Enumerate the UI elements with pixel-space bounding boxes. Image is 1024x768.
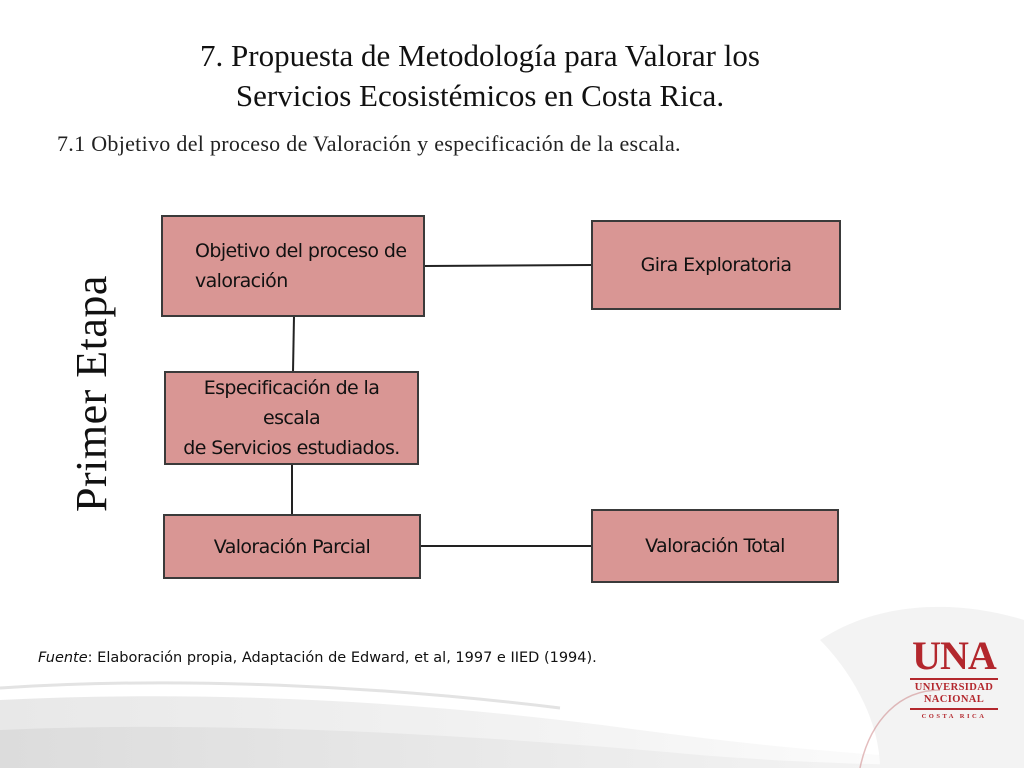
node-total-label: Valoración Total <box>645 535 785 557</box>
logo-acronym: UNA <box>912 633 996 678</box>
stage-label: Primer Etapa <box>67 275 116 512</box>
node-objetivo <box>161 215 425 317</box>
source-note <box>38 650 597 666</box>
slide-subtitle: 7.1 Objetivo del proceso de Valoración y especificación de la escala. <box>57 131 681 156</box>
logo-divider-2 <box>910 708 998 710</box>
node-valoracion-parcial <box>163 514 421 579</box>
slide-title-line-1: 7. Propuesta de Metodología para Valorar los <box>200 38 760 73</box>
node-gira-label: Gira Exploratoria <box>640 254 792 276</box>
source-label: Fuente <box>38 650 88 666</box>
connector-objetivo-gira <box>425 265 592 266</box>
node-especificacion <box>164 371 419 465</box>
node-objetivo-line-2: valoración <box>195 270 288 292</box>
slide-title-line-2: Servicios Ecosistémicos en Costa Rica. <box>235 78 725 113</box>
una-logo <box>906 633 1002 721</box>
logo-line-2: NACIONAL <box>923 694 985 705</box>
logo-line-3: COSTA RICA <box>921 713 987 720</box>
node-especificacion-line-1: Especificación de la escala <box>203 377 380 429</box>
node-especificacion-line-2: de Servicios estudiados. <box>183 437 400 459</box>
connector-objetivo-especificacion <box>293 316 294 372</box>
node-gira-exploratoria <box>591 220 841 310</box>
node-valoracion-total <box>591 509 839 583</box>
source-text: : Elaboración propia, Adaptación de Edward, et al, 1997 e IIED (1994). <box>87 650 597 666</box>
node-parcial-label: Valoración Parcial <box>213 535 371 558</box>
logo-line-1: UNIVERSIDAD <box>914 682 994 693</box>
logo-divider <box>910 678 998 680</box>
node-objetivo-line-1: Objetivo del proceso de <box>195 240 407 262</box>
